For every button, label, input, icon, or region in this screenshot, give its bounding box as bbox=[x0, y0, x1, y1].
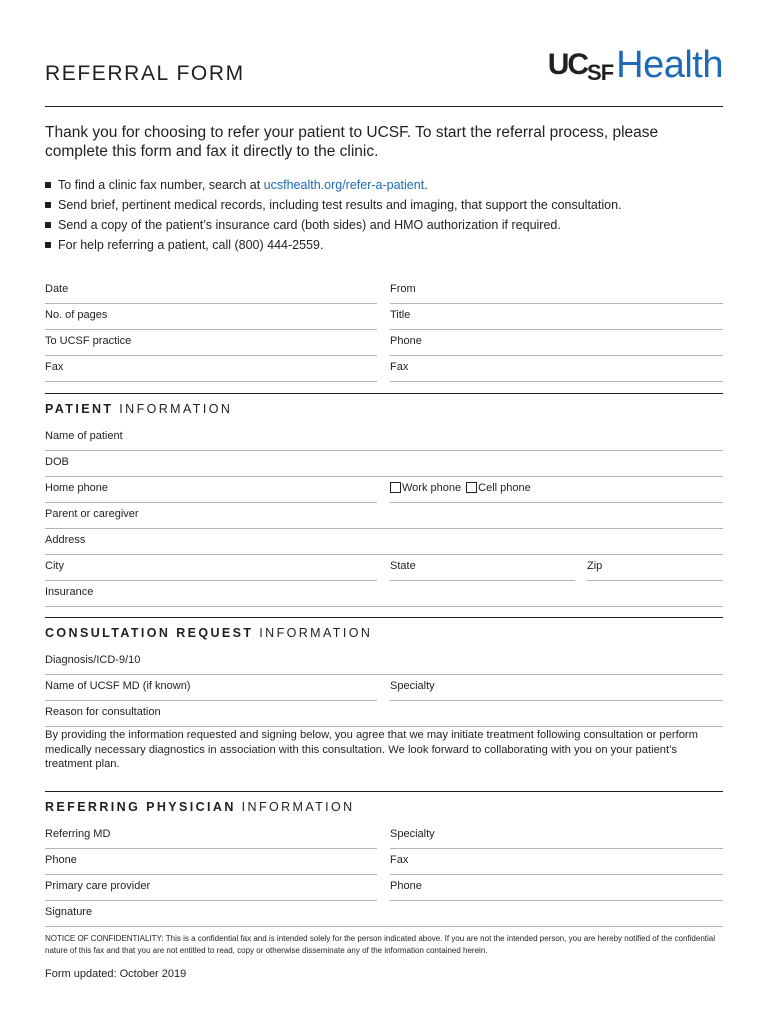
instruction-list bbox=[45, 175, 622, 255]
consent-paragraph: By providing the information requested and signing below, you agree that we may initiate treatment following consultation or perform medically necessary diagnostics in association with this consultation. We look forward to collaborating with you on your patient’s treatment plan. bbox=[45, 729, 698, 770]
pcp-field[interactable]: Primary care provider bbox=[45, 878, 377, 901]
city-field[interactable]: City bbox=[45, 558, 377, 581]
bullet-square-icon bbox=[45, 182, 51, 188]
ucsf-health-logo: UCSFHealth bbox=[547, 44, 723, 86]
pcp-phone-field[interactable]: Phone bbox=[390, 878, 723, 901]
consult-specialty-field[interactable]: Specialty bbox=[390, 678, 723, 701]
physician-section-heading: REFERRING PHYSICIAN INFORMATION bbox=[45, 791, 723, 814]
instruction-item: Send brief, pertinent medical records, including test results and imaging, that support the consultation. bbox=[45, 195, 622, 215]
bullet-square-icon bbox=[45, 242, 51, 248]
consultation-section-heading: CONSULTATION REQUEST INFORMATION bbox=[45, 617, 723, 640]
sender-fax-field[interactable]: Fax bbox=[390, 359, 723, 382]
physician-fax-field[interactable]: Fax bbox=[390, 852, 723, 875]
patient-section-heading: PATIENT INFORMATION bbox=[45, 393, 723, 416]
phone-type-field[interactable]: Work phone Cell phone bbox=[390, 480, 723, 503]
reason-field[interactable]: Reason for consultation bbox=[45, 704, 723, 727]
confidentiality-notice: NOTICE OF CONFIDENTIALITY: This is a confidential fax and is intended solely for the person indicated above. If you are not the intended person, you are hereby notified of the confidential nature of this fax and that you are not entitled to read, copy or otherwise disseminate any of the information contained herein. bbox=[45, 934, 715, 955]
form-updated-date: Form updated: October 2019 bbox=[45, 968, 187, 980]
sender-phone-field[interactable]: Phone bbox=[390, 333, 723, 356]
referring-md-field[interactable]: Referring MD bbox=[45, 826, 377, 849]
cell-phone-checkbox[interactable] bbox=[466, 482, 477, 493]
instruction-item: To find a clinic fax number, search at ucsfhealth.org/refer-a-patient. bbox=[45, 175, 622, 195]
pages-field[interactable]: No. of pages bbox=[45, 307, 377, 330]
state-field[interactable]: State bbox=[390, 558, 575, 581]
work-phone-checkbox[interactable] bbox=[390, 482, 401, 493]
form-title: REFERRAL FORM bbox=[45, 62, 245, 85]
intro-text: Thank you for choosing to refer your patient to UCSF. To start the referral process, please complete this form and fax it directly to the clinic. bbox=[45, 124, 659, 160]
bullet-square-icon bbox=[45, 222, 51, 228]
form-header bbox=[45, 44, 723, 107]
from-field[interactable]: From bbox=[390, 281, 723, 304]
recipient-fax-field[interactable]: Fax bbox=[45, 359, 377, 382]
diagnosis-field[interactable]: Diagnosis/ICD-9/10 bbox=[45, 652, 723, 675]
patient-name-field[interactable]: Name of patient bbox=[45, 428, 723, 451]
zip-field[interactable]: Zip bbox=[587, 558, 723, 581]
ucsf-md-field[interactable]: Name of UCSF MD (if known) bbox=[45, 678, 377, 701]
address-field[interactable]: Address bbox=[45, 532, 723, 555]
practice-field[interactable]: To UCSF practice bbox=[45, 333, 377, 356]
instruction-item: Send a copy of the patient’s insurance card (both sides) and HMO authorization if required. bbox=[45, 215, 622, 235]
instruction-item: For help referring a patient, call (800) 444-2559. bbox=[45, 235, 622, 255]
physician-specialty-field[interactable]: Specialty bbox=[390, 826, 723, 849]
home-phone-field[interactable]: Home phone bbox=[45, 480, 377, 503]
bullet-square-icon bbox=[45, 202, 51, 208]
parent-field[interactable]: Parent or caregiver bbox=[45, 506, 723, 529]
date-field[interactable]: Date bbox=[45, 281, 377, 304]
signature-field[interactable]: Signature bbox=[45, 904, 723, 927]
refer-a-patient-link[interactable]: ucsfhealth.org/refer-a-patient bbox=[263, 178, 425, 192]
physician-phone-field[interactable]: Phone bbox=[45, 852, 377, 875]
insurance-field[interactable]: Insurance bbox=[45, 584, 723, 607]
title-field[interactable]: Title bbox=[390, 307, 723, 330]
dob-field[interactable]: DOB bbox=[45, 454, 723, 477]
